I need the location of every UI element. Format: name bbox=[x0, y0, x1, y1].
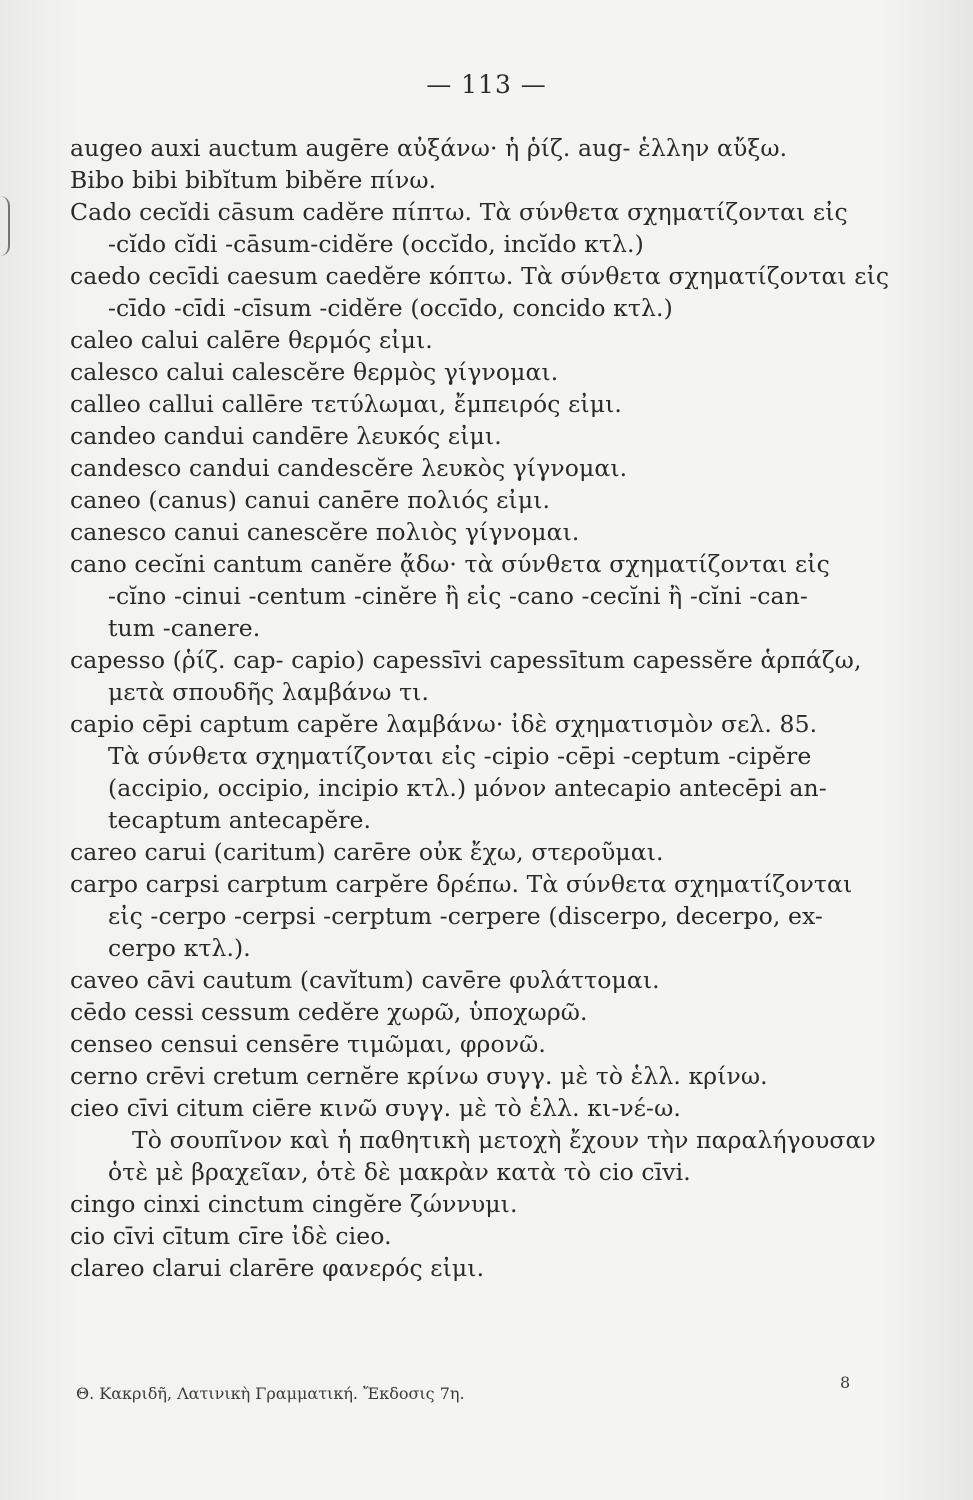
text-line: candeo candui candēre λευκός εἰμι. bbox=[70, 422, 502, 450]
text-line: capio cēpi captum capĕre λαμβάνω· ἰδὲ σχηματισμὸν σελ. 85. bbox=[70, 710, 818, 738]
page-footer: Θ. Κακριδῆ, Λατινικὴ Γραμματική. Ἔκδοσις 7η. bbox=[76, 1384, 465, 1403]
text-line: -cīdo -cīdi -cīsum -cidĕre (occīdo, concido κτλ.) bbox=[108, 294, 673, 322]
page-body-text bbox=[70, 132, 906, 1284]
text-line: Τὸ σουπῖνον καὶ ἡ παθητικὴ μετοχὴ ἔχουν τὴν παραλήγουσαν bbox=[132, 1126, 876, 1154]
text-line: capesso (ῥίζ. cap- capio) capessīvi capessītum capessĕre ἁρπάζω, bbox=[70, 646, 862, 674]
text-line: -cĭdo cĭdi -cāsum-cidĕre (occĭdo, incĭdo κτλ.) bbox=[108, 230, 644, 258]
text-line: calesco calui calescĕre θερμὸς γίγνομαι. bbox=[70, 358, 559, 386]
text-line: candesco candui candescĕre λευκὸς γίγνομαι. bbox=[70, 454, 628, 482]
text-line: caveo cāvi cautum (cavĭtum) cavēre φυλάττομαι. bbox=[70, 966, 660, 994]
text-line: cano cecĭni cantum canĕre ᾄδω· τὰ σύνθετα σχηματίζονται εἰς bbox=[70, 550, 830, 578]
text-line: censeo censui censēre τιμῶμαι, φρονῶ. bbox=[70, 1030, 546, 1058]
text-line: cieo cīvi citum ciēre κινῶ συγγ. μὲ τὸ ἑλλ. κι-νέ-ω. bbox=[70, 1094, 681, 1122]
text-line: ὁτὲ μὲ βραχεῖαν, ὁτὲ δὲ μακρὰν κατὰ τὸ cio cīvi. bbox=[108, 1158, 691, 1186]
text-line: εἰς -cerpo -cerpsi -cerptum -cerpere (discerpo, decerpo, ex- bbox=[108, 902, 823, 930]
text-line: (accipio, occipio, incipio κτλ.) μόνον antecapio antecēpi an- bbox=[108, 774, 827, 802]
text-line: augeo auxi auctum augēre αὐξάνω· ἡ ῥίζ. aug- ἑλλην αὔξω. bbox=[70, 134, 788, 162]
binding-edge-mark bbox=[0, 196, 10, 256]
text-line: caedo cecīdi caesum caedĕre κόπτω. Τὰ σύνθετα σχηματίζονται εἰς bbox=[70, 262, 890, 290]
text-line: cio cīvi cītum cīre ἰδὲ cieo. bbox=[70, 1222, 392, 1250]
text-line: cerpo κτλ.). bbox=[108, 934, 251, 962]
text-line: Τὰ σύνθετα σχηματίζονται εἰς -cipio -cēpi -ceptum -cipĕre bbox=[108, 742, 812, 770]
text-line: cerno crēvi cretum cernĕre κρίνω συγγ. μὲ τὸ ἑλλ. κρίνω. bbox=[70, 1062, 768, 1090]
text-line: caleo calui calēre θερμός εἰμι. bbox=[70, 326, 433, 354]
text-line: clareo clarui clarēre φανερός εἰμι. bbox=[70, 1254, 485, 1282]
text-line: μετὰ σπουδῆς λαμβάνω τι. bbox=[108, 678, 430, 706]
text-line: carpo carpsi carptum carpĕre δρέπω. Τὰ σύνθετα σχηματίζονται bbox=[70, 870, 853, 898]
text-line: cēdo cessi cessum cedĕre χωρῶ, ὑποχωρῶ. bbox=[70, 998, 588, 1026]
text-line: canesco canui canescĕre πολιὸς γίγνομαι. bbox=[70, 518, 580, 546]
text-line: cingo cinxi cinctum cingĕre ζώννυμι. bbox=[70, 1190, 518, 1218]
text-line: caneo (canus) canui canēre πολιός εἰμι. bbox=[70, 486, 551, 514]
text-line: Cado cecĭdi cāsum cadĕre πίπτω. Τὰ σύνθετα σχηματίζονται εἰς bbox=[70, 198, 848, 226]
text-line: careo carui (caritum) carēre οὐκ ἔχω, στεροῦμαι. bbox=[70, 838, 664, 866]
signature-mark: 8 bbox=[840, 1373, 851, 1392]
text-line: -cĭno -cinui -centum -cinĕre ἢ εἰς -cano -cecĭni ἢ -cĭni -can- bbox=[108, 582, 808, 610]
page-number: — 113 — bbox=[426, 70, 547, 99]
text-line: Bibo bibi bibĭtum bibĕre πίνω. bbox=[70, 166, 437, 194]
text-line: tum -canere. bbox=[108, 614, 261, 642]
text-line: calleo callui callēre τετύλωμαι, ἔμπειρός εἰμι. bbox=[70, 390, 622, 418]
text-line: tecaptum antecapĕre. bbox=[108, 806, 372, 834]
